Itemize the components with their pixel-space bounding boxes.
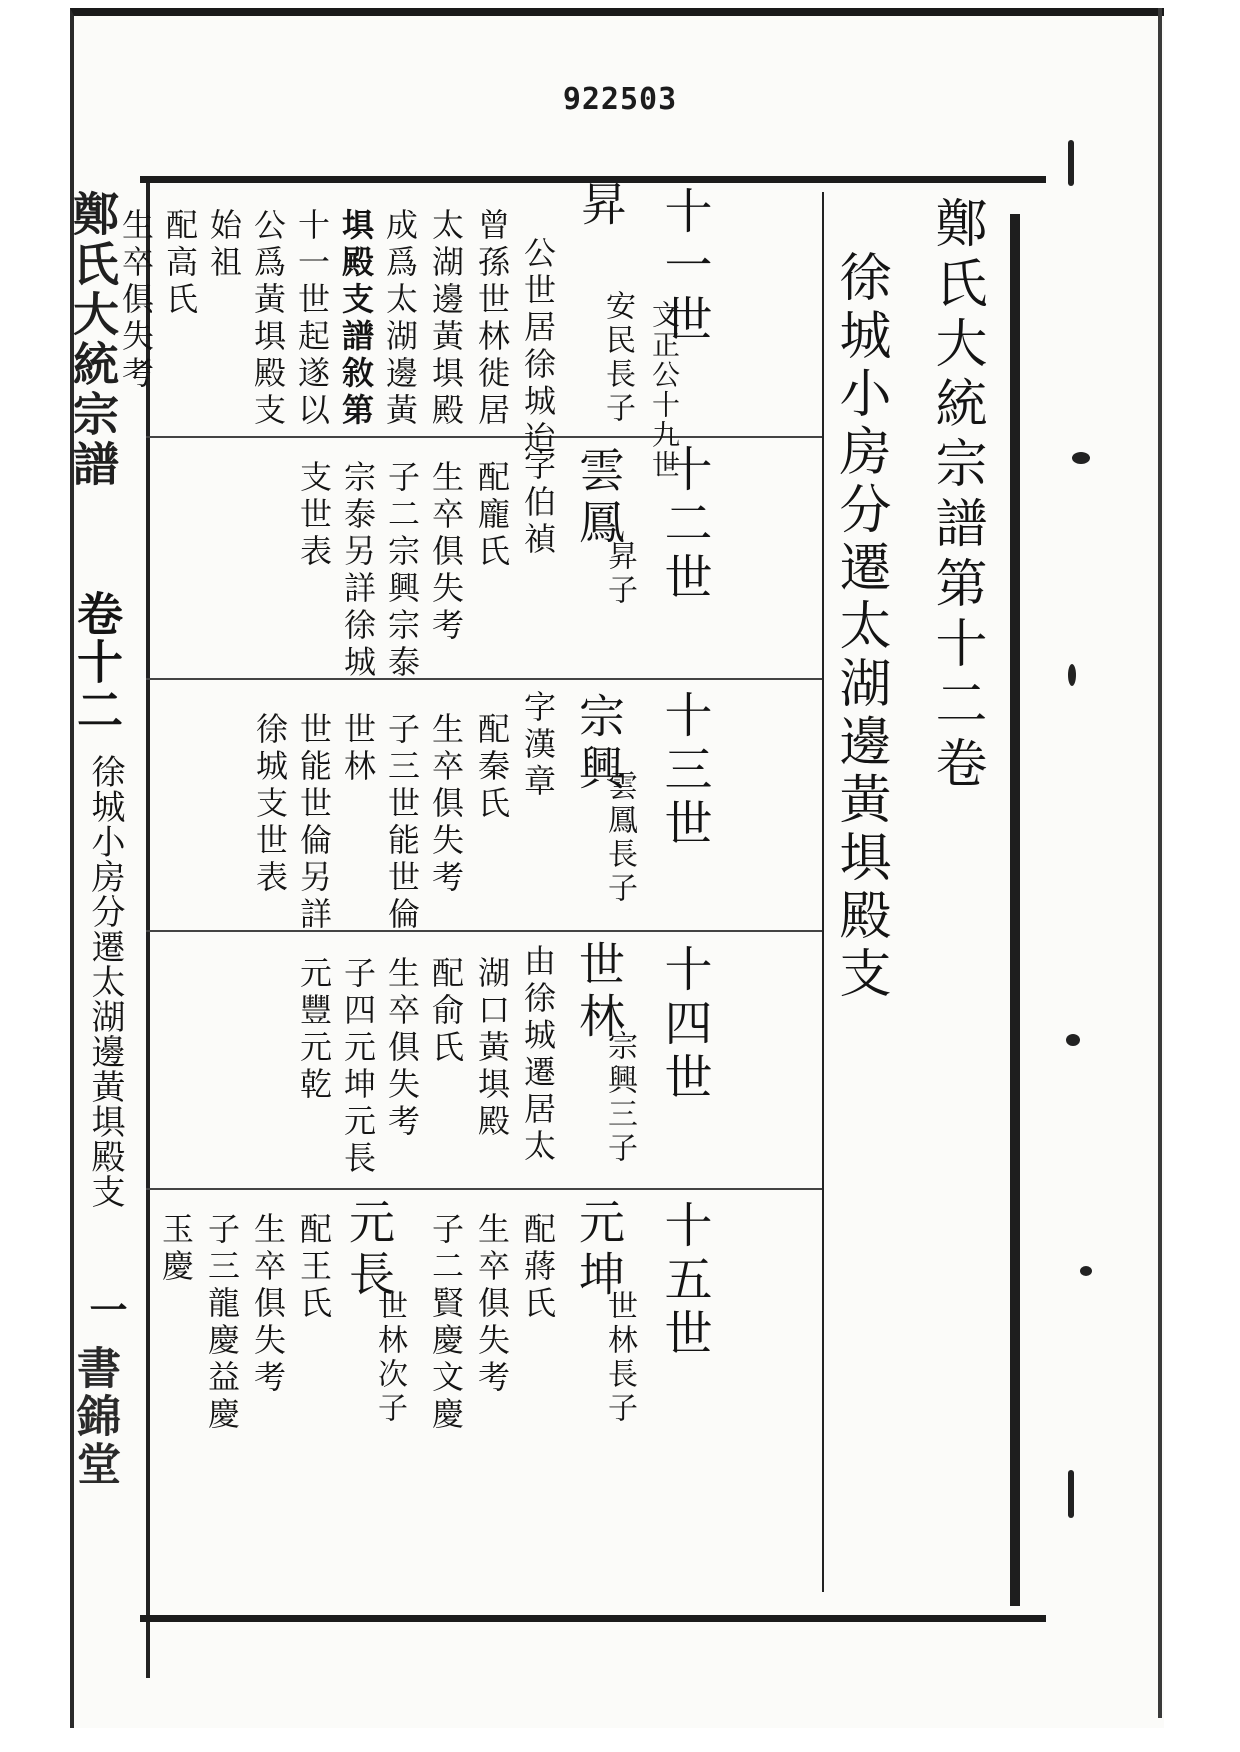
person-relation: 昇子 bbox=[602, 540, 637, 608]
person-name: 世林 bbox=[572, 940, 626, 1044]
ink-speck bbox=[1068, 140, 1074, 186]
record-line: 配王氏 bbox=[295, 1212, 333, 1323]
record-line: 曾孫世林徙居 bbox=[473, 208, 511, 430]
generation-label: 十五世 bbox=[656, 1200, 712, 1362]
person-name: 昇 bbox=[574, 180, 628, 232]
record-line: 徐城支世表 bbox=[251, 712, 289, 897]
record-line: 十一世起遂以 bbox=[293, 208, 331, 430]
record-line: 生卒俱失考 bbox=[383, 956, 421, 1141]
record-line: 生卒俱失考 bbox=[117, 208, 155, 393]
record-line: 配龐氏 bbox=[473, 460, 511, 571]
ink-speck bbox=[1068, 1470, 1074, 1518]
ink-speck bbox=[1080, 1266, 1092, 1276]
catalog-number: 922503 bbox=[562, 82, 678, 117]
spine-volume: 卷十二 bbox=[70, 590, 124, 734]
record-line: 生卒俱失考 bbox=[473, 1212, 511, 1397]
record-line: 由徐城遷居太 bbox=[519, 944, 557, 1166]
record-line: 子四元坤元長 bbox=[339, 956, 377, 1178]
spine-page-number: 一 bbox=[83, 1290, 128, 1328]
record-line: 始祖 bbox=[205, 208, 243, 282]
row-divider bbox=[146, 1188, 822, 1190]
record-line: 支世表 bbox=[295, 460, 333, 571]
record-line: 配俞氏 bbox=[427, 956, 465, 1067]
record-line: 成爲太湖邊黃 bbox=[381, 208, 419, 430]
record-line: 配高氏 bbox=[161, 208, 199, 319]
record-line: 配秦氏 bbox=[473, 712, 511, 823]
record-line: 生卒俱失考 bbox=[249, 1212, 287, 1397]
person-relation: 世林次子 bbox=[372, 1290, 407, 1426]
record-line: 子三世能世倫 bbox=[383, 712, 421, 934]
spine-title: 鄭氏大統宗譜 bbox=[66, 190, 120, 490]
record-line: 字伯禎 bbox=[519, 448, 557, 559]
record-line: 太湖邊黃埧殿 bbox=[427, 208, 465, 430]
generation-label: 十三世 bbox=[656, 690, 712, 852]
record-line: 世能世倫另詳 bbox=[295, 712, 333, 934]
record-line: 配蔣氏 bbox=[519, 1212, 557, 1323]
record-line: 元豐元乾 bbox=[295, 956, 333, 1104]
spine-hall-name: 書錦堂 bbox=[69, 1345, 120, 1489]
record-line: 宗泰另詳徐城 bbox=[339, 460, 377, 682]
person-relation: 安民長子 bbox=[600, 290, 635, 426]
frame-right-border bbox=[1010, 214, 1020, 1606]
record-line: 子二賢慶文慶 bbox=[427, 1212, 465, 1434]
record-line: 子二宗興宗泰 bbox=[383, 460, 421, 682]
ink-speck bbox=[1072, 452, 1090, 464]
spine-subtitle: 徐城小房分遷太湖邊黃埧殿支 bbox=[85, 754, 125, 1209]
record-line: 世林 bbox=[339, 712, 377, 786]
record-line: 字漢章 bbox=[519, 690, 557, 801]
record-line: 埧殿支譜敘第 bbox=[337, 208, 375, 430]
record-line: 湖口黃埧殿 bbox=[473, 956, 511, 1141]
record-line: 玉慶 bbox=[157, 1212, 195, 1286]
generation-label: 十四世 bbox=[656, 944, 712, 1106]
record-line: 生卒俱失考 bbox=[427, 460, 465, 645]
page-edge bbox=[1158, 8, 1162, 1718]
row-divider bbox=[146, 930, 822, 932]
record-line: 子三龍慶益慶 bbox=[203, 1212, 241, 1434]
generation-label: 十一世 bbox=[656, 186, 712, 348]
person-relation: 雲鳳長子 bbox=[602, 770, 637, 906]
branch-title: 徐城小房分遷太湖邊黃埧殿支 bbox=[830, 250, 890, 1004]
row-divider bbox=[146, 436, 822, 438]
row-divider bbox=[146, 678, 822, 680]
person-name: 雲鳳 bbox=[572, 446, 626, 550]
ink-speck bbox=[1068, 664, 1076, 686]
record-line: 生卒俱失考 bbox=[427, 712, 465, 897]
ink-speck bbox=[1066, 1034, 1080, 1046]
title-divider bbox=[822, 192, 824, 1592]
person-relation: 宗興三子 bbox=[602, 1030, 637, 1166]
generation-label: 十二世 bbox=[656, 444, 712, 606]
person-relation: 世林長子 bbox=[602, 1290, 637, 1426]
person-name: 元長 bbox=[342, 1198, 396, 1302]
record-line: 公世居徐城迨 bbox=[519, 236, 557, 458]
book-title: 鄭氏大統宗譜第十二卷 bbox=[926, 196, 986, 796]
generation-origin: 文正公十九世 bbox=[648, 300, 681, 480]
person-name: 宗興 bbox=[572, 692, 626, 796]
person-name: 元坤 bbox=[572, 1198, 626, 1302]
record-line: 公爲黃埧殿支 bbox=[249, 208, 287, 430]
